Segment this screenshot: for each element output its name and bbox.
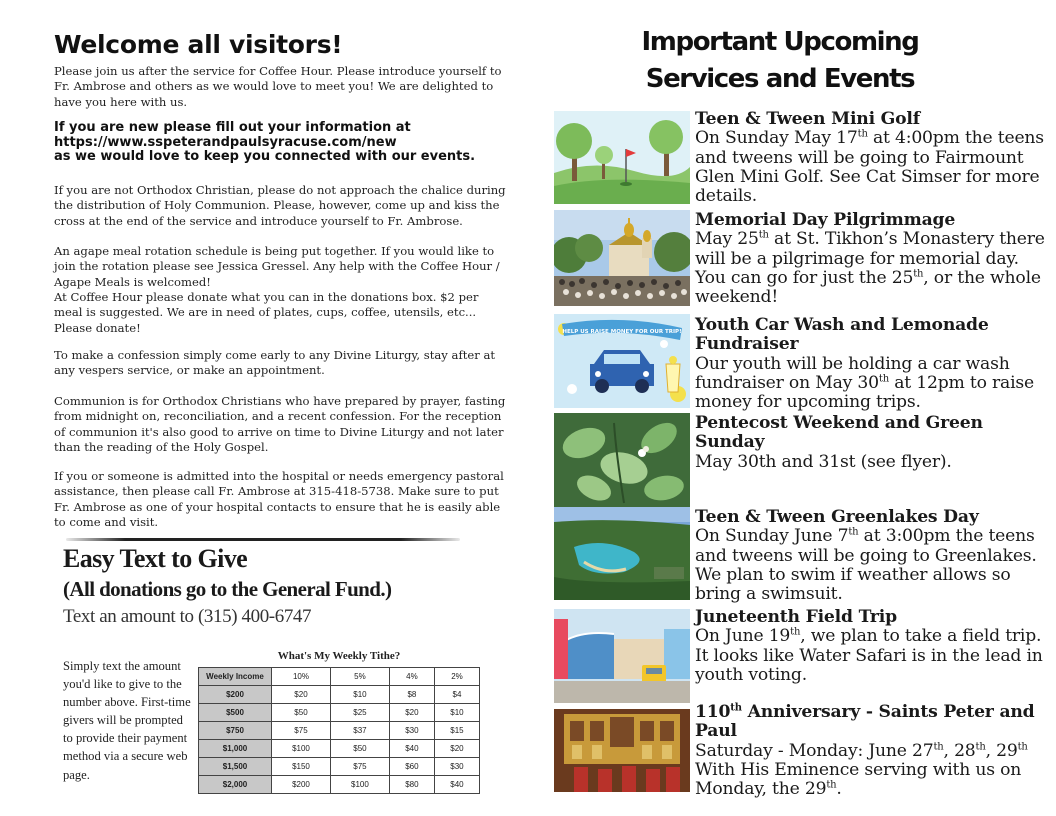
section-divider — [66, 538, 460, 541]
new-visitor-line3: as we would love to keep you connected with our events. — [54, 149, 476, 165]
event-title: Teen & Tween Mini Golf — [695, 109, 920, 129]
new-visitor-notice — [54, 121, 514, 165]
event-text: at 3:00pm the teens and tweens will be going to Greenlakes. We plan to swim if weather allows so bring a swimsuit. — [695, 526, 1037, 605]
orthodox-notice: If you are not Orthodox Christian, please do not approach the chalice during the distribution of Holy Communion. Please, however, come up and kiss the cross at the end of the service and introduce yourself to Fr. Ambrose. — [54, 183, 506, 228]
tithe-cell: $1,000 — [199, 740, 272, 758]
tithe-header-cell: Weekly Income — [199, 668, 272, 686]
tithe-cell: $4 — [434, 686, 479, 704]
tithe-cell: $750 — [199, 722, 272, 740]
tithe-cell: $80 — [389, 776, 434, 794]
events-heading — [600, 24, 960, 98]
tithe-row — [199, 776, 480, 794]
tithe-cell: $30 — [389, 722, 434, 740]
event-text: Saturday - Monday: June 27 — [695, 740, 934, 761]
event-text: , or the whole weekend! — [695, 267, 1041, 308]
tithe-header-cell: 10% — [272, 668, 331, 686]
event-title-part: Anniversary - Saints Peter and Paul — [695, 702, 1035, 742]
new-visitor-url[interactable]: https://www.sspeterandpaulsyracuse.com/new — [54, 134, 397, 150]
event-title: Memorial Day Pilgrimmage — [695, 210, 956, 230]
welcome-intro: Please join us after the service for Coffee Hour. Please introduce yourself to Fr. Ambrose and others as we would love to meet you! We are delighted to have you here with us. — [54, 64, 502, 109]
superscript: th — [933, 740, 944, 752]
tithe-cell: $10 — [434, 704, 479, 722]
pentecost-leaves-image — [554, 413, 690, 507]
tithe-cell: $20 — [434, 740, 479, 758]
tithe-cell: $75 — [272, 722, 331, 740]
tithe-header-row — [199, 668, 480, 686]
tithe-cell: $25 — [330, 704, 389, 722]
superscript: th — [857, 128, 868, 140]
tithe-row — [199, 758, 480, 776]
event-title-part: 110 — [695, 702, 731, 722]
tithe-cell: $1,500 — [199, 758, 272, 776]
tithe-row — [199, 704, 480, 722]
tithe-cell: $60 — [389, 758, 434, 776]
superscript: th — [758, 229, 769, 241]
tithe-cell: $100 — [272, 740, 331, 758]
give-description: Simply text the amount you'd like to give to the number above. First-time givers will be prompted to provide their payment method via a secure web page. — [63, 659, 191, 782]
event-title: Teen & Tween Greenlakes Day — [695, 507, 979, 527]
event-title: Pentecost Weekend and Green Sunday — [695, 413, 983, 453]
communion-notice: Communion is for Orthodox Christians who have prepared by prayer, fasting from midnight on, reconciliation, and a recent confession. For the reception of communion it's also good to arrive on time to Divine Liturgy and not later than the reading of the Holy Gospel. — [54, 394, 506, 454]
water-park-photo — [554, 609, 690, 703]
hospital-notice: If you or someone is admitted into the hospital or needs emergency pastoral assistance, then please call Fr. Ambrose at 315-418-5738. Make sure to put Fr. Ambrose as one of your hospital contacts to ensure that he is easily able to come and visit. — [54, 469, 504, 529]
event-text: With His Eminence serving with us on Monday, the 29 — [695, 759, 1022, 800]
tithe-row — [199, 722, 480, 740]
superscript: th — [878, 373, 889, 385]
tithe-header-cell: 2% — [434, 668, 479, 686]
coffee-hour-notice: At Coffee Hour please donate what you can in the donations box. $2 per meal is suggested. We are in need of plates, cups, coffee, utensils, etc... Please donate! — [54, 290, 479, 335]
event-text: On June 19 — [695, 626, 791, 647]
superscript: th — [730, 702, 742, 714]
event-juneteenth — [695, 608, 1050, 685]
superscript: th — [975, 740, 986, 752]
events-heading-line2: Services and Events — [645, 64, 915, 94]
monastery-photo — [554, 210, 690, 306]
event-text: at 4:00pm the teens and tweens will be going to Fairmount Glen Mini Golf. See Cat Simser for more details. — [695, 128, 1044, 207]
tithe-cell: $40 — [389, 740, 434, 758]
tithe-cell: $100 — [330, 776, 389, 794]
church-iconostasis-photo — [554, 709, 690, 792]
event-text: at St. Tikhon’s Monastery there will be a pilgrimage for memorial day. You can go for just the 25 — [695, 229, 1045, 288]
tithe-header-cell: 5% — [330, 668, 389, 686]
event-text: Our youth will be holding a car wash fundraiser on May 30 — [695, 353, 1010, 393]
tithe-cell: $75 — [330, 758, 389, 776]
agape-notice: An agape meal rotation schedule is being put together. If you would like to join the rotation please see Jessica Gressel. Any help with the Coffee Hour / Agape Meals is welcomed! — [54, 244, 500, 289]
tithe-cell: $500 — [199, 704, 272, 722]
tithe-cell: $200 — [272, 776, 331, 794]
give-subtitle: (All donations go to the General Fund.) — [63, 577, 392, 601]
greenlakes-photo — [554, 507, 690, 600]
event-text: May 25 — [695, 229, 759, 250]
tithe-cell: $2,000 — [199, 776, 272, 794]
event-anniversary — [695, 703, 1050, 799]
welcome-title: Welcome all visitors! — [54, 30, 343, 59]
tithe-table — [198, 667, 480, 794]
event-text: . — [836, 779, 842, 800]
event-text: On Sunday May 17 — [695, 128, 858, 149]
superscript: th — [1017, 740, 1028, 752]
tithe-cell: $20 — [272, 686, 331, 704]
car-wash-illustration — [554, 314, 690, 408]
confession-notice: To make a confession simply come early to any Divine Liturgy, stay after at any vespers service, or make an appointment. — [54, 348, 496, 378]
event-text: , we plan to take a field trip. It looks like Water Safari is in the lead in youth voting. — [695, 626, 1043, 685]
car-wash-banner-text: HELP US RAISE MONEY FOR OUR TRIP! — [562, 329, 682, 335]
event-title — [695, 703, 1050, 742]
event-title: Youth Car Wash and Lemonade Fundraiser — [695, 315, 989, 355]
tithe-cell: $150 — [272, 758, 331, 776]
tithe-cell: $15 — [434, 722, 479, 740]
superscript: th — [848, 526, 859, 538]
event-pentecost — [695, 414, 1050, 472]
event-text: May 30th and 31st (see flyer). — [695, 451, 952, 472]
tithe-cell: $10 — [330, 686, 389, 704]
tithe-cell: $30 — [434, 758, 479, 776]
event-text: , 28 — [943, 740, 976, 761]
tithe-row — [199, 686, 480, 704]
tithe-cell: $20 — [389, 704, 434, 722]
tithe-header-cell: 4% — [389, 668, 434, 686]
superscript: th — [790, 626, 801, 638]
tithe-cell: $200 — [199, 686, 272, 704]
tithe-cell: $50 — [272, 704, 331, 722]
tithe-cell: $37 — [330, 722, 389, 740]
new-visitor-line1: If you are new please fill out your information at — [54, 120, 411, 135]
event-text: , 29 — [985, 740, 1018, 761]
event-title: Juneteenth Field Trip — [695, 607, 897, 627]
event-minigolf — [695, 110, 1050, 206]
event-memorial-day — [695, 211, 1050, 307]
tithe-cell: $40 — [434, 776, 479, 794]
event-text: On Sunday June 7 — [695, 526, 849, 547]
minigolf-illustration — [554, 111, 690, 204]
event-text: at 12pm to raise money for upcoming trips. — [695, 372, 1034, 413]
tithe-cell: $50 — [330, 740, 389, 758]
tithe-row — [199, 740, 480, 758]
superscript: th — [913, 268, 924, 280]
event-car-wash — [695, 316, 1050, 412]
superscript: th — [826, 779, 837, 791]
event-greenlakes — [695, 508, 1050, 604]
tithe-cell: $8 — [389, 686, 434, 704]
give-title: Easy Text to Give — [63, 544, 248, 573]
events-heading-line1: Important Upcoming — [641, 27, 919, 57]
tithe-table-title: What's My Weekly Tithe? — [277, 650, 401, 662]
give-phone-text: Text an amount to (315) 400-6747 — [63, 606, 312, 627]
